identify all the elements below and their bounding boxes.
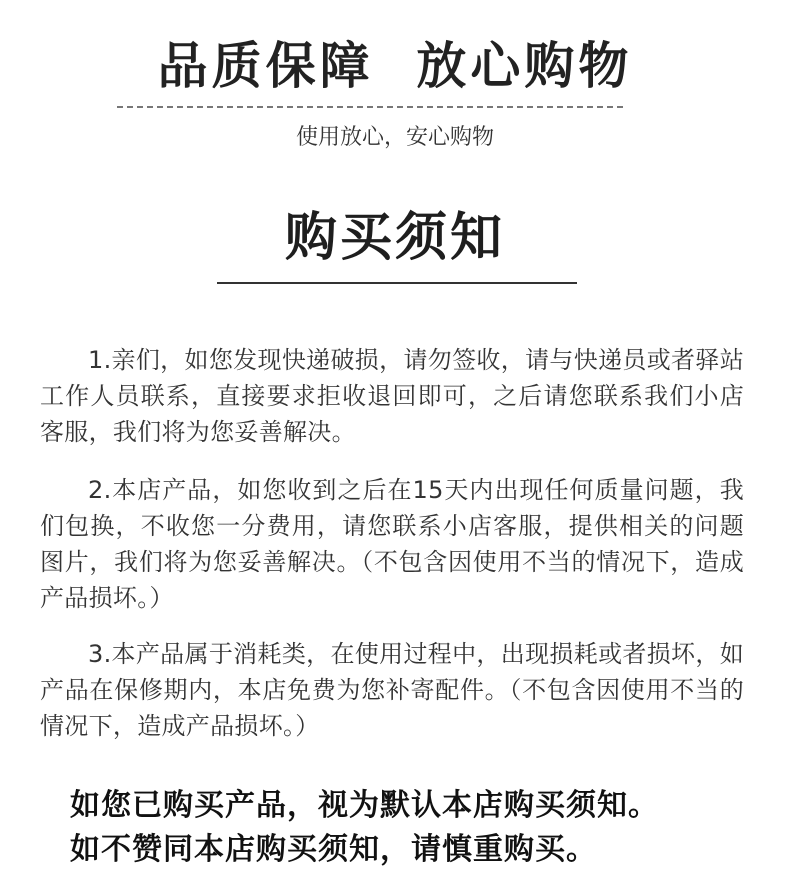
dashed-divider	[117, 106, 623, 108]
guarantee-title: 品质保障 放心购物	[157, 37, 633, 95]
notice-paragraph-2: 2.本店产品，如您收到之后在15天内出现任何质量问题，我们包换，不收您一分费用，请您联系小店客服，提供相关的问题图片，我们将为您妥善解决。（不包含因使用不当的情况下，造成产品损坏。）	[40, 476, 744, 612]
footer-statement-2: 如不赞同本店购买须知，请慎重购买。	[70, 832, 597, 867]
footer-statement-1: 如您已购买产品，视为默认本店购买须知。	[70, 788, 659, 823]
notice-paragraph-1: 1.亲们，如您发现快递破损，请勿签收，请与快递员或者驿站工作人员联系，直接要求拒收退回即可，之后请您联系我们小店客服，我们将为您妥善解决。	[40, 346, 744, 446]
notice-paragraph-3: 3.本产品属于消耗类，在使用过程中，出现损耗或者损坏，如产品在保修期内，本店免费为您补寄配件。（不包含因使用不当的情况下，造成产品损坏。）	[40, 640, 744, 740]
purchase-notice-title: 购买须知	[284, 208, 505, 268]
guarantee-subtitle: 使用放心，安心购物	[295, 125, 494, 150]
title-underline	[217, 282, 577, 284]
